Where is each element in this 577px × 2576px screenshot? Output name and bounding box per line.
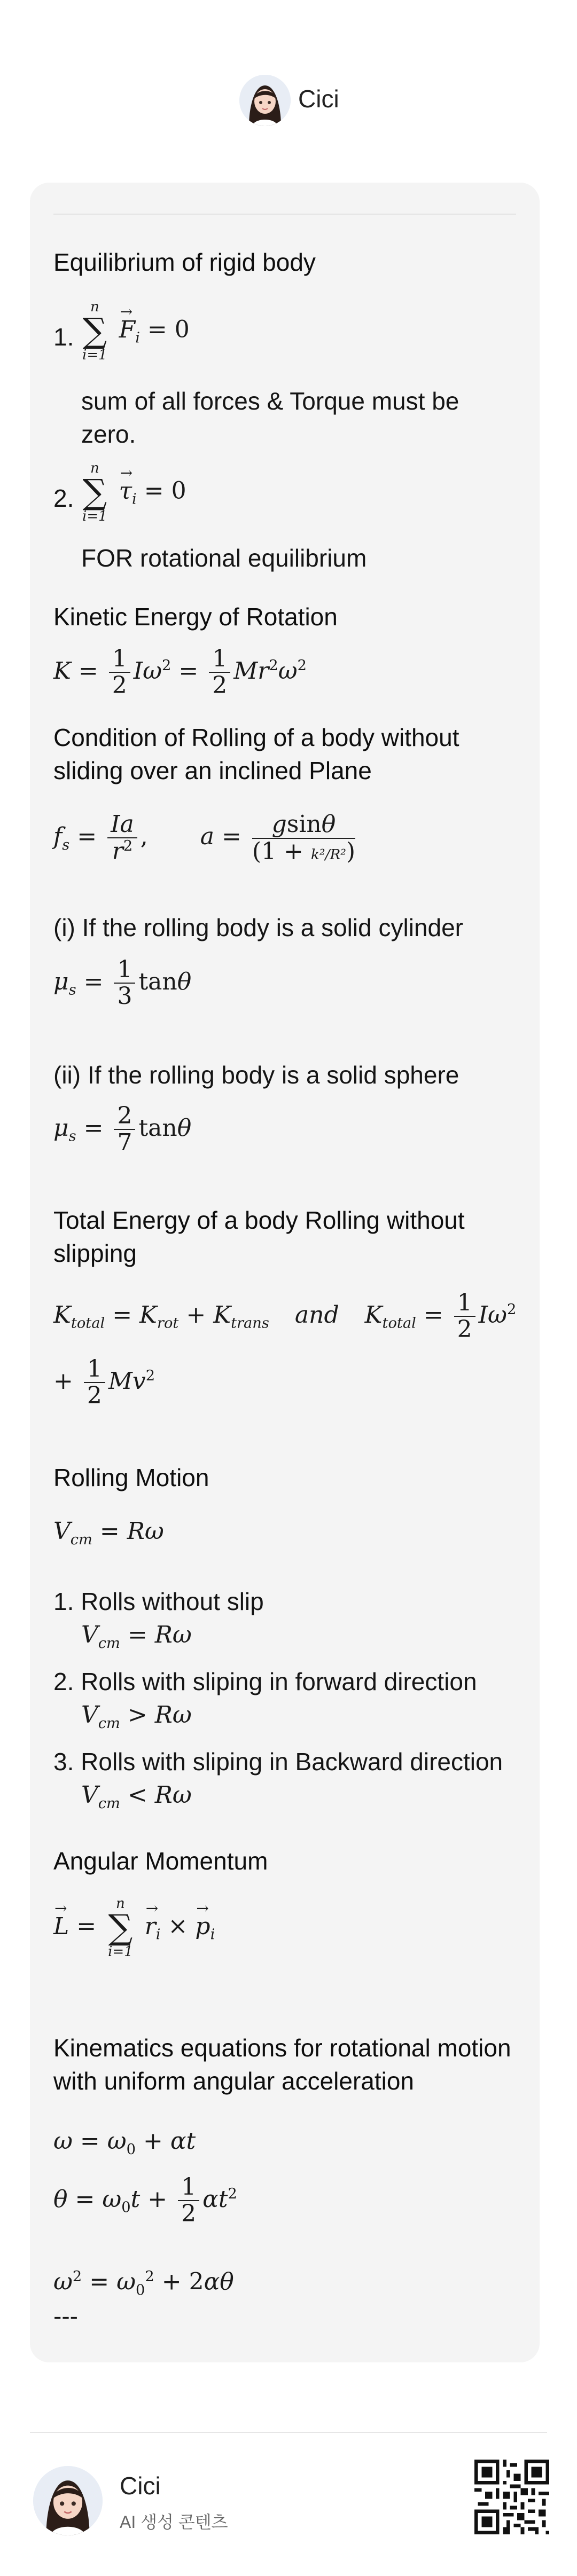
section-heading-total-energy: Total Energy of a body Rolling without slipping [53, 1206, 465, 1267]
footer-avatar [33, 2466, 103, 2535]
equation-omega-squared: $\omega^2 = \omega_0^2 + 2\alpha\theta$ [53, 2268, 234, 2299]
section-heading-equilibrium: Equilibrium of rigid body [53, 248, 316, 276]
equation-vcm-less: $V_{cm} < R\omega$ [81, 1781, 192, 1812]
list-item-text: sum of all forces & Torque must be zero. [81, 387, 459, 448]
equation-total-energy: $K_{total} = K_{rot} + K_{trans}$ and $K_{total}$ = $\frac{1}{2}$ $I\omega^2$ [53, 1289, 517, 1344]
section-heading-angular-momentum: Angular Momentum [53, 1847, 268, 1875]
equation-torque-sum: n ∑ i=1 $\tau \to_i = 0$ [78, 460, 186, 524]
list-item: 1. Rolls without slip [53, 1588, 264, 1615]
equation-vcm-equal: $V_{cm} = R\omega$ [81, 1621, 192, 1652]
end-marker: --- [53, 2302, 78, 2330]
divider [53, 214, 516, 215]
footer-divider [30, 2432, 547, 2433]
list-number: 1. [53, 323, 74, 351]
section-heading-rolling-condition: Condition of Rolling of a body without sliding over an inclined Plane [53, 724, 459, 784]
equation-angular-momentum: L → = n ∑ i=1 $r \to_i \times p \to_i$ [53, 1896, 215, 1960]
list-item: 2. Rolls with sliping in forward direction [53, 1668, 477, 1695]
section-heading-kinetic: Kinetic Energy of Rotation [53, 603, 338, 631]
list-item: 3. Rolls with sliping in Backward direction [53, 1748, 503, 1776]
equation-force-sum: n ∑ i=1 $F \to_i = 0$ [78, 299, 190, 363]
equation-friction: $f_s$ = $\frac{Ia}{r^2}$ , a = $\frac{gsin\theta}{\text{(1 + k²/R²)}}$ [53, 811, 355, 866]
case-text-sphere: (ii) If the rolling body is a solid sphere [53, 1061, 459, 1089]
chat-header [0, 69, 577, 128]
equation-mu-cylinder: $\mu_s$ = $\frac{1}{3}$ tanθ [53, 956, 192, 1010]
equation-omega: $\omega = \omega_0 + \alpha t$ [53, 2127, 196, 2158]
equation-total-energy-cont: + $\frac{1}{2}$ Mv$^2$ [53, 1355, 155, 1410]
equation-vcm-greater: $V_{cm} > R\omega$ [81, 1701, 192, 1732]
equation-theta: $\theta = \omega_0t$ + $\frac{1}{2}$ $\alpha t^2$ [53, 2173, 237, 2228]
footer-name: Cici [120, 2472, 161, 2500]
qr-code-icon [474, 2460, 549, 2534]
message-card [30, 183, 540, 2362]
equation-vcm: $V_{cm} = R\omega$ [53, 1518, 164, 1548]
avatar[interactable] [239, 75, 291, 126]
assistant-name: Cici [298, 85, 339, 113]
case-text-cylinder: (i) If the rolling body is a solid cylinder [53, 914, 463, 941]
section-heading-kinematics: Kinematics equations for rotational motion with uniform angular acceleration [53, 2034, 511, 2095]
equation-kinetic-energy: K = $\frac{1}{2}$ $I\omega^2$ = $\frac{1}{2}$ $Mr^2\omega^2$ [53, 645, 307, 700]
list-item-text: FOR rotational equilibrium [81, 544, 367, 572]
footer-subtitle: AI 생성 콘텐츠 [120, 2512, 228, 2532]
equation-mu-sphere: $\mu_s$ = $\frac{2}{7}$ tanθ [53, 1102, 192, 1157]
section-heading-rolling-motion: Rolling Motion [53, 1464, 209, 1491]
list-number: 2. [53, 484, 74, 512]
